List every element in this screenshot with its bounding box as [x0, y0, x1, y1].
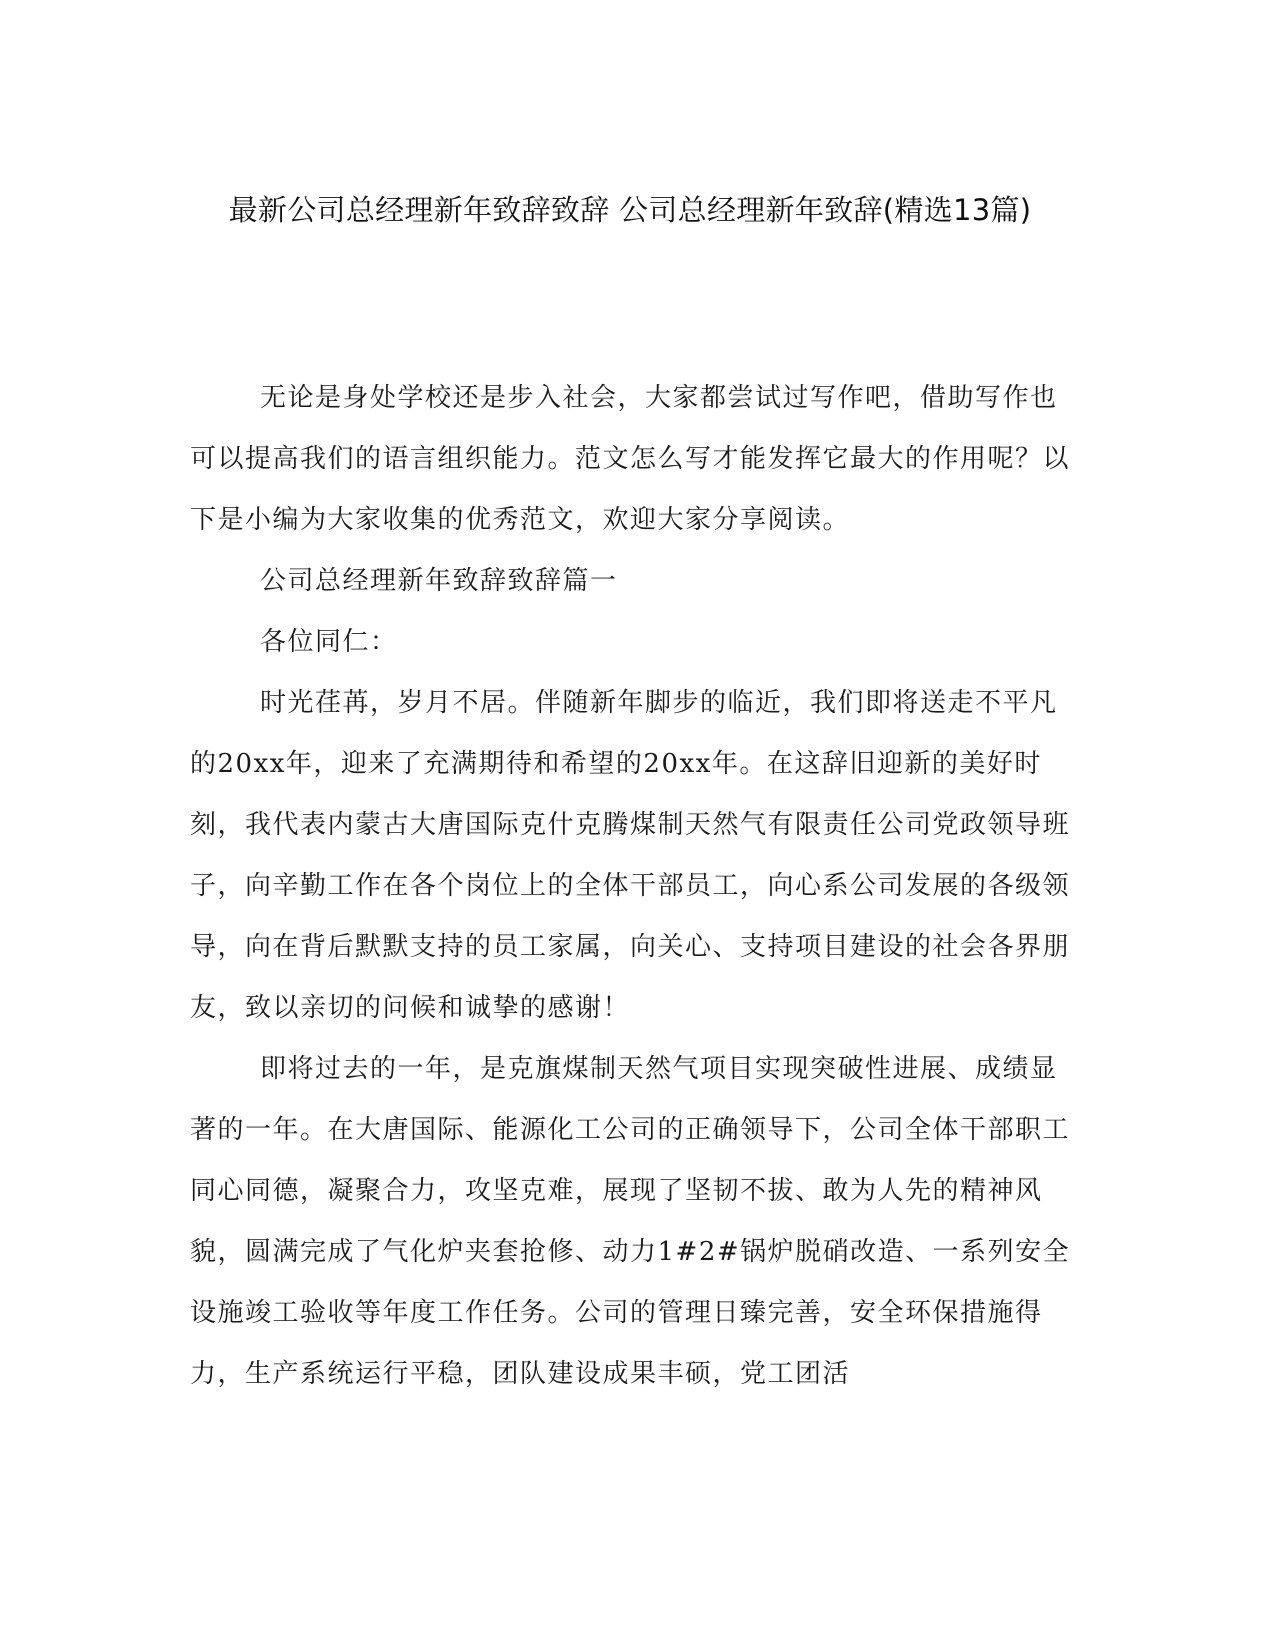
section-heading: 公司总经理新年致辞致辞篇一 [260, 566, 618, 596]
paragraph: 时光荏苒，岁月不居。伴随新年脚步的临近，我们即将送走不平凡的20xx年，迎来了充满期待和希望的20xx年。在这辞旧迎新的美好时刻，我代表内蒙古大唐国际克什克腾煤制天然气有限责任公司党政领导班子，向辛勤工作在各个岗位上的全体干部员工，向心系公司发展的各级领导，向在背后默默支持的员工家属，向关心、支持项目建设的社会各界朋友，致以亲切的问候和诚挚的感谢！ [190, 688, 1071, 1023]
paragraph-intro: 无论是身处学校还是步入社会，大家都尝试过写作吧，借助写作也可以提高我们的语言组织能力。范文怎么写才能发挥它最大的作用呢？以下是小编为大家收集的优秀范文，欢迎大家分享阅读。 [190, 383, 1071, 535]
salutation: 各位同仁： [260, 627, 398, 657]
paragraph: 即将过去的一年，是克旗煤制天然气项目实现突破性进展、成绩显著的一年。在大唐国际、能源化工公司的正确领导下，公司全体干部职工同心同德，凝聚合力，攻坚克难，展现了坚韧不拔、敢为人先的精神风貌，圆满完成了气化炉夹套抢修、动力1#2#锅炉脱硝改造、一系列安全设施竣工验收等年度工作任务。公司的管理日臻完善，安全环保措施得力，生产系统运行平稳，团队建设成果丰硕，党工团活 [190, 1054, 1071, 1389]
document-title: 最新公司总经理新年致辞致辞 公司总经理新年致辞(精选13篇) [228, 193, 1032, 227]
document-body [190, 368, 1080, 1405]
